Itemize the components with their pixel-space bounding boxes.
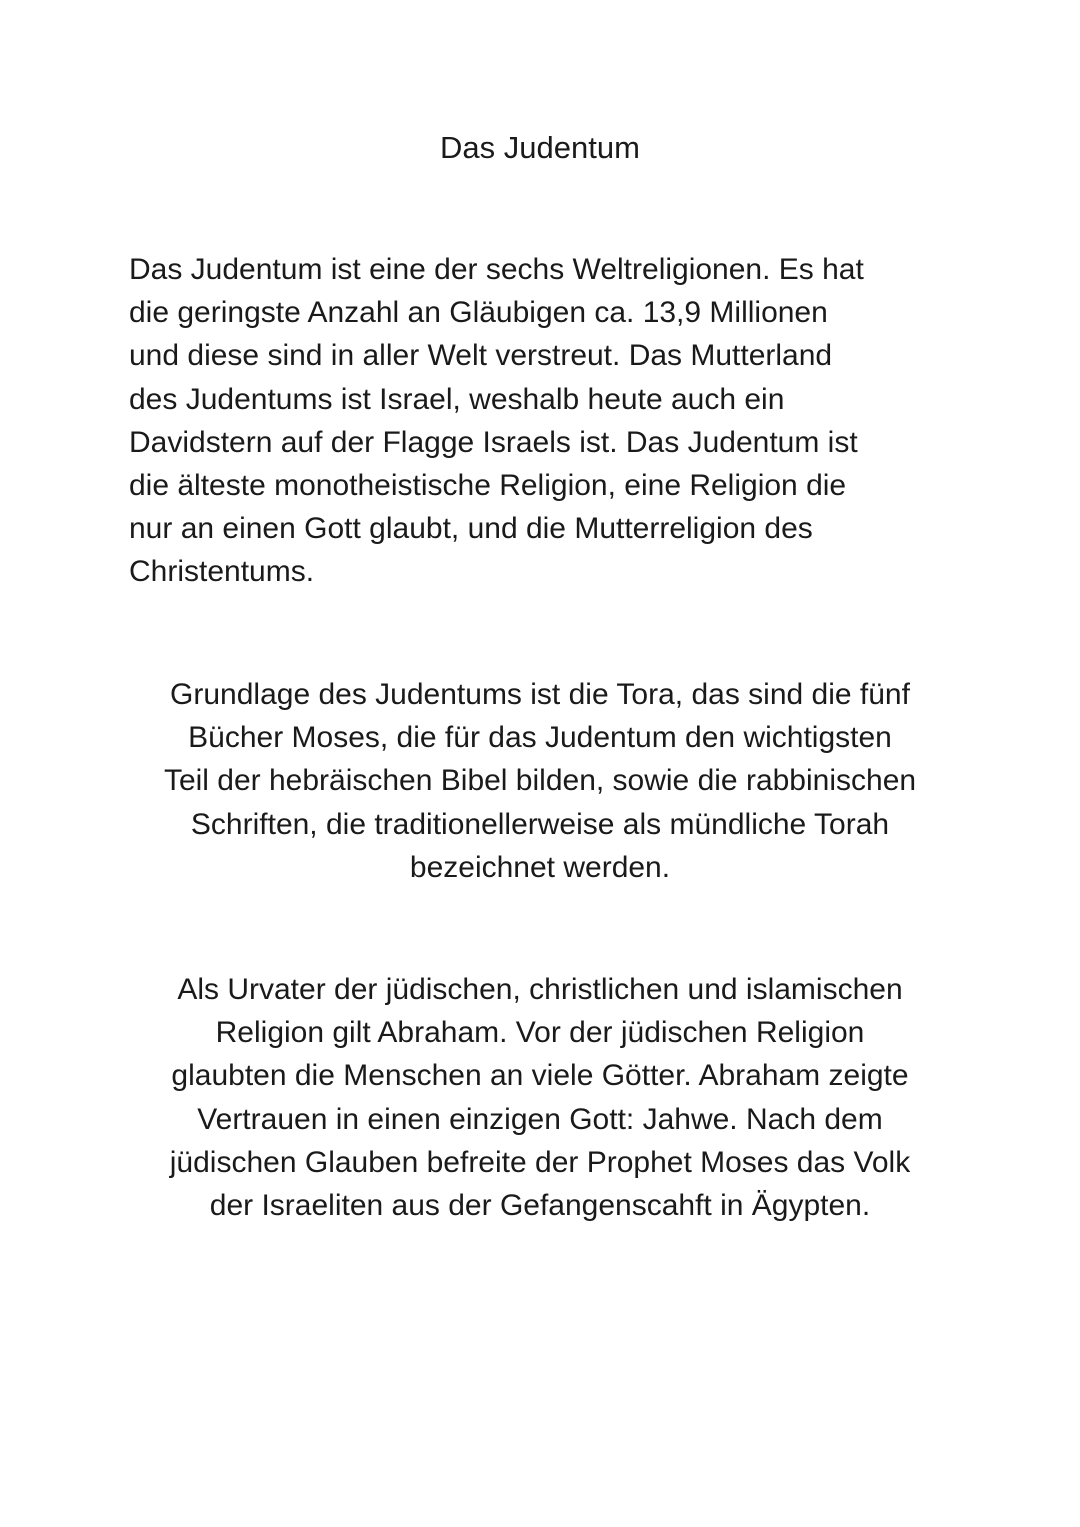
paragraph-line: Vertrauen in einen einzigen Gott: Jahwe. Nach dem <box>197 1102 883 1136</box>
paragraph-line: Davidstern auf der Flagge Israels ist. Das Judentum ist <box>129 425 858 459</box>
paragraph-line: Teil der hebräischen Bibel bilden, sowie die rabbinischen <box>163 764 917 798</box>
paragraph-line: des Judentums ist Israel, weshalb heute auch ein <box>129 382 785 416</box>
paragraph-line: die geringste Anzahl an Gläubigen ca. 13,9 Millionen <box>129 296 828 330</box>
paragraph-line: Christentums. <box>129 555 315 589</box>
paragraph-line: Bücher Moses, die für das Judentum den wichtigsten <box>188 721 892 755</box>
paragraph-tora <box>110 673 970 889</box>
paragraph-line: Das Judentum ist eine der sechs Weltreligionen. Es hat <box>129 253 864 286</box>
paragraph-intro <box>129 248 959 594</box>
paragraph-line: glaubten die Menschen an viele Götter. Abraham zeigte <box>171 1059 909 1093</box>
paragraph-line: Schriften, die traditionellerweise als mündliche Torah <box>190 807 890 841</box>
paragraph-line: die älteste monotheistische Religion, eine Religion die <box>129 469 847 503</box>
paragraph-line: Als Urvater der jüdischen, christlichen und islamischen <box>177 973 903 1006</box>
page-title: Das Judentum <box>440 130 640 165</box>
paragraph-line: Religion gilt Abraham. Vor der jüdischen Religion <box>215 1016 865 1050</box>
paragraph-line: der Israeliten aus der Gefangenscahft in Ägypten. <box>209 1189 871 1223</box>
paragraph-line: nur an einen Gott glaubt, und die Mutterreligion des <box>129 512 813 546</box>
paragraph-line: Grundlage des Judentums ist die Tora, das sind die fünf <box>170 678 910 711</box>
paragraph-abraham <box>110 968 970 1227</box>
paragraph-line: bezeichnet werden. <box>409 850 671 884</box>
paragraph-line: und diese sind in aller Welt verstreut. Das Mutterland <box>129 339 833 373</box>
paragraph-line: jüdischen Glauben befreite der Prophet Moses das Volk <box>169 1145 911 1179</box>
